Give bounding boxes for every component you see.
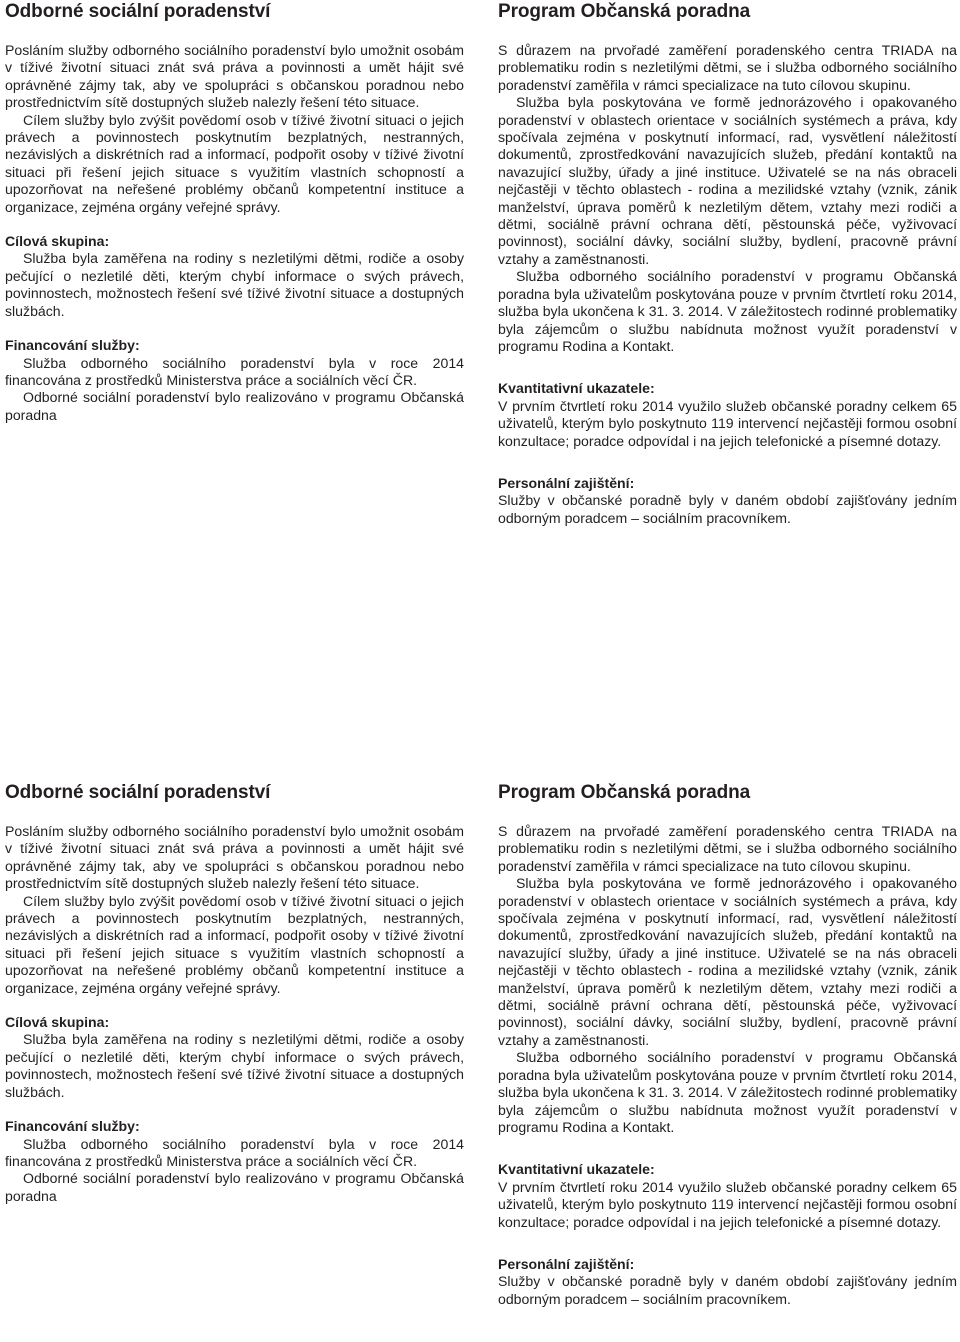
section-title: Program Občanská poradna (498, 782, 751, 803)
goal-paragraph: Cílem služby bylo zvýšit povědomí osob v tíživé životní situaci o jejich právech a povinnostech poskytnutím bezplatných, nestranných, nezávislých a diskrétních rad a informací, podpořit osoby v tíživé životní situaci při řešení jejich situace s využitím vlastních schopností a upozorňovat na neřešené problémy občanů kompetentní instituce a organizace, zejména orgány veřejné správy. (5, 892, 464, 996)
staffing-text: Služby v občanské poradně byly v daném období zajišťovány jedním odborným poradcem – sociálním pracovníkem. (498, 492, 957, 526)
funding-label: Financování služby: (5, 1118, 140, 1135)
quantitative-label: Kvantitativní ukazatele: (498, 1161, 655, 1178)
left-column-top (5, 0, 464, 424)
staffing-label: Personální zajištění: (498, 1255, 635, 1272)
service-paragraph: Služba byla poskytována ve formě jednorázového i opakovaného poradenství v oblastech orientace v sociálních systémech a práva, kdy spočívala zejména v poskytnutí informací, rad, vysvětlení náležitostí dokumentů, zprostředkování navazujících služeb, předání kontaktů na navazující služby, úřady a jiné instituce. Uživatelé se na nás obraceli nejčastěji v těchto oblastech - rodina a mezilidské vztahy (vznik, zánik manželství, úprava poměrů k nezletilým dětem, vztahy mezi rodiči a dětmi, sociálně právní ochrana dětí, pěstounská péče, vyživovací povinnost), sociální dávky, sociální služby, bydlení, pracovně právní vztahy a zaměstnanosti. (498, 94, 957, 267)
quantitative-text: V prvním čtvrtletí roku 2014 využilo služeb občanské poradny celkem 65 uživatelů, kterým bylo poskytnuto 119 intervencí nejčastěji formou osobní konzultace; poradce odpovídal i na jejich telefonické a písemné dotazy. (498, 1178, 957, 1230)
quantitative-label: Kvantitativní ukazatele: (498, 380, 655, 397)
ending-paragraph: Služba odborného sociálního poradenství v programu Občanská poradna byla uživatelům poskytována pouze v prvním čtvrtletí roku 2014, služba byla ukončena k 31. 3. 2014. V záležitostech rodinné problematiky byla zájemcům o službu nabídnuta možnost využít poradenství v programu Rodina a Kontakt. (498, 268, 957, 354)
program-text: Odborné sociální poradenství bylo realizováno v programu Občanská poradna (5, 389, 464, 423)
section-title: Odborné sociální poradenství (5, 1, 271, 22)
staffing-label: Personální zajištění: (498, 474, 635, 491)
funding-label: Financování služby: (5, 337, 140, 354)
quantitative-text: V prvním čtvrtletí roku 2014 využilo služeb občanské poradny celkem 65 uživatelů, kterým bylo poskytnuto 119 intervencí nejčastěji formou osobní konzultace; poradce odpovídal i na jejich telefonické a písemné dotazy. (498, 397, 957, 449)
intro-paragraph: Posláním služby odborného sociálního poradenství bylo umožnit osobám v tíživé životní situaci znát svá práva a povinnosti a umět hájit své oprávněné zájmy tak, aby ve spolupráci s občanskou poradnou nebo prostřednictvím sítě dostupných služeb nalezly řešení této situace. (5, 42, 464, 111)
ending-paragraph: Služba odborného sociálního poradenství v programu Občanská poradna byla uživatelům poskytována pouze v prvním čtvrtletí roku 2014, služba byla ukončena k 31. 3. 2014. V záležitostech rodinné problematiky byla zájemcům o službu nabídnuta možnost využít poradenství v programu Rodina a Kontakt. (498, 1049, 957, 1135)
left-column-bottom (5, 781, 464, 1205)
intro-paragraph: S důrazem na prvořadé zaměření poradenského centra TRIADA na problematiku rodin s nezletilými dětmi, se i služba odborného sociálního poradenství zaměřila v rámci specializace na tuto cílovou skupinu. (498, 42, 957, 93)
staffing-text: Služby v občanské poradně byly v daném období zajišťovány jedním odborným poradcem – sociálním pracovníkem. (498, 1273, 957, 1307)
target-group-label: Cílová skupina: (5, 233, 110, 250)
goal-paragraph: Cílem služby bylo zvýšit povědomí osob v tíživé životní situaci o jejich právech a povinnostech poskytnutím bezplatných, nestranných, nezávislých a diskrétních rad a informací, podpořit osoby v tíživé životní situaci při řešení jejich situace s využitím vlastních schopností a upozorňovat na neřešené problémy občanů kompetentní instituce a organizace, zejména orgány veřejné správy. (5, 111, 464, 215)
right-column-bottom (498, 781, 957, 1308)
funding-text: Služba odborného sociálního poradenství byla v roce 2014 financována z prostředků Ministerstva práce a sociálních věcí ČR. (5, 354, 464, 388)
target-group-label: Cílová skupina: (5, 1014, 110, 1031)
program-text: Odborné sociální poradenství bylo realizováno v programu Občanská poradna (5, 1170, 464, 1204)
right-column-top (498, 0, 957, 527)
section-title: Odborné sociální poradenství (5, 782, 271, 803)
funding-text: Služba odborného sociálního poradenství byla v roce 2014 financována z prostředků Ministerstva práce a sociálních věcí ČR. (5, 1135, 464, 1169)
section-title: Program Občanská poradna (498, 1, 751, 22)
service-paragraph: Služba byla poskytována ve formě jednorázového i opakovaného poradenství v oblastech orientace v sociálních systémech a práva, kdy spočívala zejména v poskytnutí informací, rad, vysvětlení náležitostí dokumentů, zprostředkování navazujících služeb, předání kontaktů na navazující služby, úřady a jiné instituce. Uživatelé se na nás obraceli nejčastěji v těchto oblastech - rodina a mezilidské vztahy (vznik, zánik manželství, úprava poměrů k nezletilým dětem, vztahy mezi rodiči a dětmi, sociálně právní ochrana dětí, pěstounská péče, vyživovací povinnost), sociální dávky, sociální služby, bydlení, pracovně právní vztahy a zaměstnanosti. (498, 875, 957, 1048)
target-group-text: Služba byla zaměřena na rodiny s nezletilými dětmi, rodiče a osoby pečující o nezletilé děti, kterým chybí informace o svých právech, povinnostech, možnostech řešení své tíživé životní situace a dostupných službách. (5, 1031, 464, 1100)
intro-paragraph: Posláním služby odborného sociálního poradenství bylo umožnit osobám v tíživé životní situaci znát svá práva a povinnosti a umět hájit své oprávněné zájmy tak, aby ve spolupráci s občanskou poradnou nebo prostřednictvím sítě dostupných služeb nalezly řešení této situace. (5, 823, 464, 892)
intro-paragraph: S důrazem na prvořadé zaměření poradenského centra TRIADA na problematiku rodin s nezletilými dětmi, se i služba odborného sociálního poradenství zaměřila v rámci specializace na tuto cílovou skupinu. (498, 823, 957, 874)
target-group-text: Služba byla zaměřena na rodiny s nezletilými dětmi, rodiče a osoby pečující o nezletilé děti, kterým chybí informace o svých právech, povinnostech, možnostech řešení své tíživé životní situace a dostupných službách. (5, 250, 464, 319)
